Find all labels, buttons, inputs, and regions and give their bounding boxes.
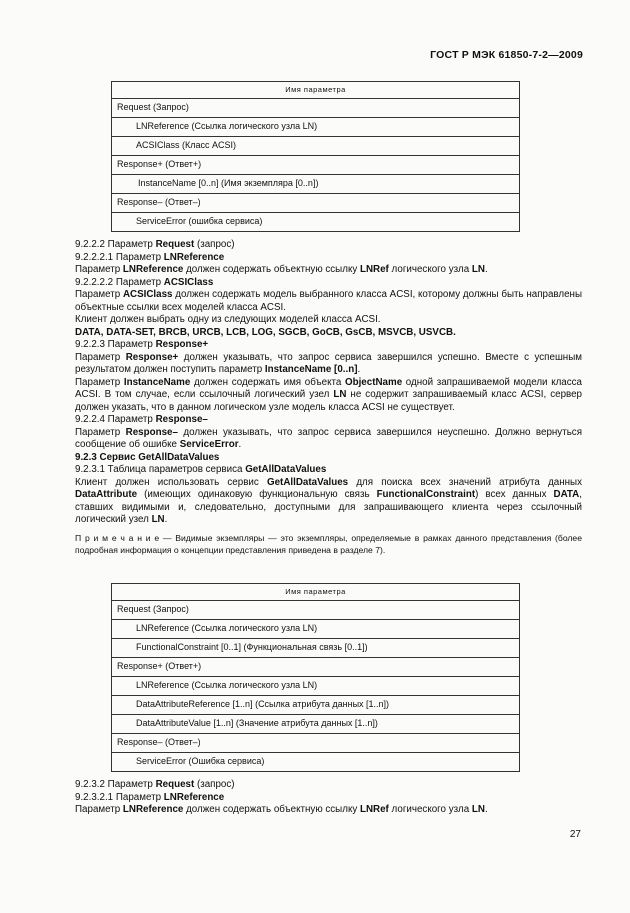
table-cell: FunctionalConstraint [0..1] (Функциональная связь [0..1]) [112,639,520,658]
document-header: ГОСТ Р МЭК 61850-7-2—2009 [430,49,583,61]
table-row [112,137,520,156]
table-cell: Request (Запрос) [112,601,520,620]
section-9-2-2-3: 9.2.2.3 Параметр Response+ [75,339,209,350]
table-row [112,715,520,734]
table-row [112,156,520,175]
table-row [112,734,520,753]
table-cell: Response– (Ответ–) [112,734,520,753]
paragraph-client-choose: Клиент должен выбрать одну из следующих моделей класса ACSI. [75,314,381,325]
paragraph-instancename: Параметр InstanceName должен содержать имя объекта ObjectName одной запрашиваемой модели класса ACSI. В том случае, если ссылочный логический узел LN не содержит запрашиваемый класс ACSI, сервер должен указать, что в данном логическом узле модель класса ACSI не существует. [75,376,583,413]
table-cell: LNReference (Ссылка логического узла LN) [112,620,520,639]
acsi-model-list: DATA, DATA-SET, BRCB, URCB, LCB, LOG, SGCB, GoCB, GsCB, MSVCB, USVCB. [75,326,456,338]
paragraph-getalldatavalues: Клиент должен использовать сервис GetAllDataValues для поиска всех значений атрибута данных DataAttribute (имеющих одинаковую функциональную связь FunctionalConstraint) всех данных DATA, ставших видимыми и, следовательно, доступными для запрашивающего клиента через ссылочный логический узел LN. [75,476,583,525]
section-9-2-3: 9.2.3 Сервис GetAllDataValues [75,451,220,463]
table-row [112,175,520,194]
table-cell: Request (Запрос) [112,99,520,118]
section-9-2-3-1: 9.2.3.1 Таблица параметров сервиса GetAllDataValues [75,464,327,475]
page-number: 27 [569,829,581,840]
table-cell: LNReference (Ссылка логического узла LN) [112,677,520,696]
table-cell: ServiceError (ошибка сервиса) [112,213,520,232]
table-cell: ServiceError (Ошибка сервиса) [112,753,520,772]
table-cell: Response+ (Ответ+) [112,156,520,175]
table-header-row [112,584,520,601]
table-row [112,639,520,658]
paragraph-lnreference-2: Параметр LNReference должен содержать объектную ссылку LNRef логического узла LN. [75,804,488,815]
paragraph-acsiclass: Параметр ACSIClass должен содержать модель выбранного класса ACSI, которому должны быть направлены объектные ссылки всех моделей класса ACSI. [75,289,582,313]
body-text-2 [75,779,582,817]
paragraph-response-plus: Параметр Response+ должен указывать, что запрос сервиса завершился успешно. Вместе с успешным результатом должен поступить параметр InstanceName [0..n]. [75,351,582,375]
parameter-table-2 [111,583,520,772]
section-9-2-2-2: 9.2.2.2 Параметр Request (запрос) [75,239,235,250]
section-9-2-2-2-2: 9.2.2.2.2 Параметр ACSIClass [75,276,214,288]
paragraph-response-minus: Параметр Response– должен указывать, что запрос сервиса завершился неуспешно. Должно вернуться сообщение об ошибке ServiceError. [75,426,582,450]
table-row [112,213,520,232]
table-row [112,118,520,137]
table-row [112,677,520,696]
table-cell: ACSIClass (Класс ACSI) [112,137,520,156]
table-cell: DataAttributeValue [1..n] (Значение атрибута данных [1..n]) [112,715,520,734]
body-text-1 [75,239,582,556]
table-cell: Response+ (Ответ+) [112,658,520,677]
table-cell: Response– (Ответ–) [112,194,520,213]
table-header-cell: Имя параметра [112,82,520,99]
table-cell: InstanceName [0..n] (Имя экземпляра [0..n]) [112,175,520,194]
section-9-2-2-2-1: 9.2.2.2.1 Параметр LNReference [75,251,225,263]
section-9-2-2-4: 9.2.2.4 Параметр Response– [75,414,208,425]
table-row [112,194,520,213]
paragraph-lnreference-1: Параметр LNReference должен содержать объектную ссылку LNRef логического узла LN. [75,264,488,275]
table-row [112,753,520,772]
table-row [112,620,520,639]
table-row [112,601,520,620]
note: П р и м е ч а н и е — Видимые экземпляры — это экземпляры, определяемые в рамках данного представления (более подробная информация о концепции представления приведена в разделе 7). [75,532,582,555]
table-header-row [112,82,520,99]
table-row [112,99,520,118]
table-row [112,658,520,677]
table-cell: LNReference (Ссылка логического узла LN) [112,118,520,137]
table-cell: DataAttributeReference [1..n] (Ссылка атрибута данных [1..n]) [112,696,520,715]
section-9-2-3-2-1: 9.2.3.2.1 Параметр LNReference [75,791,225,803]
section-9-2-3-2: 9.2.3.2 Параметр Request (запрос) [75,779,235,790]
table-header-cell: Имя параметра [112,584,520,601]
table-row [112,696,520,715]
parameter-table-1 [111,81,520,232]
